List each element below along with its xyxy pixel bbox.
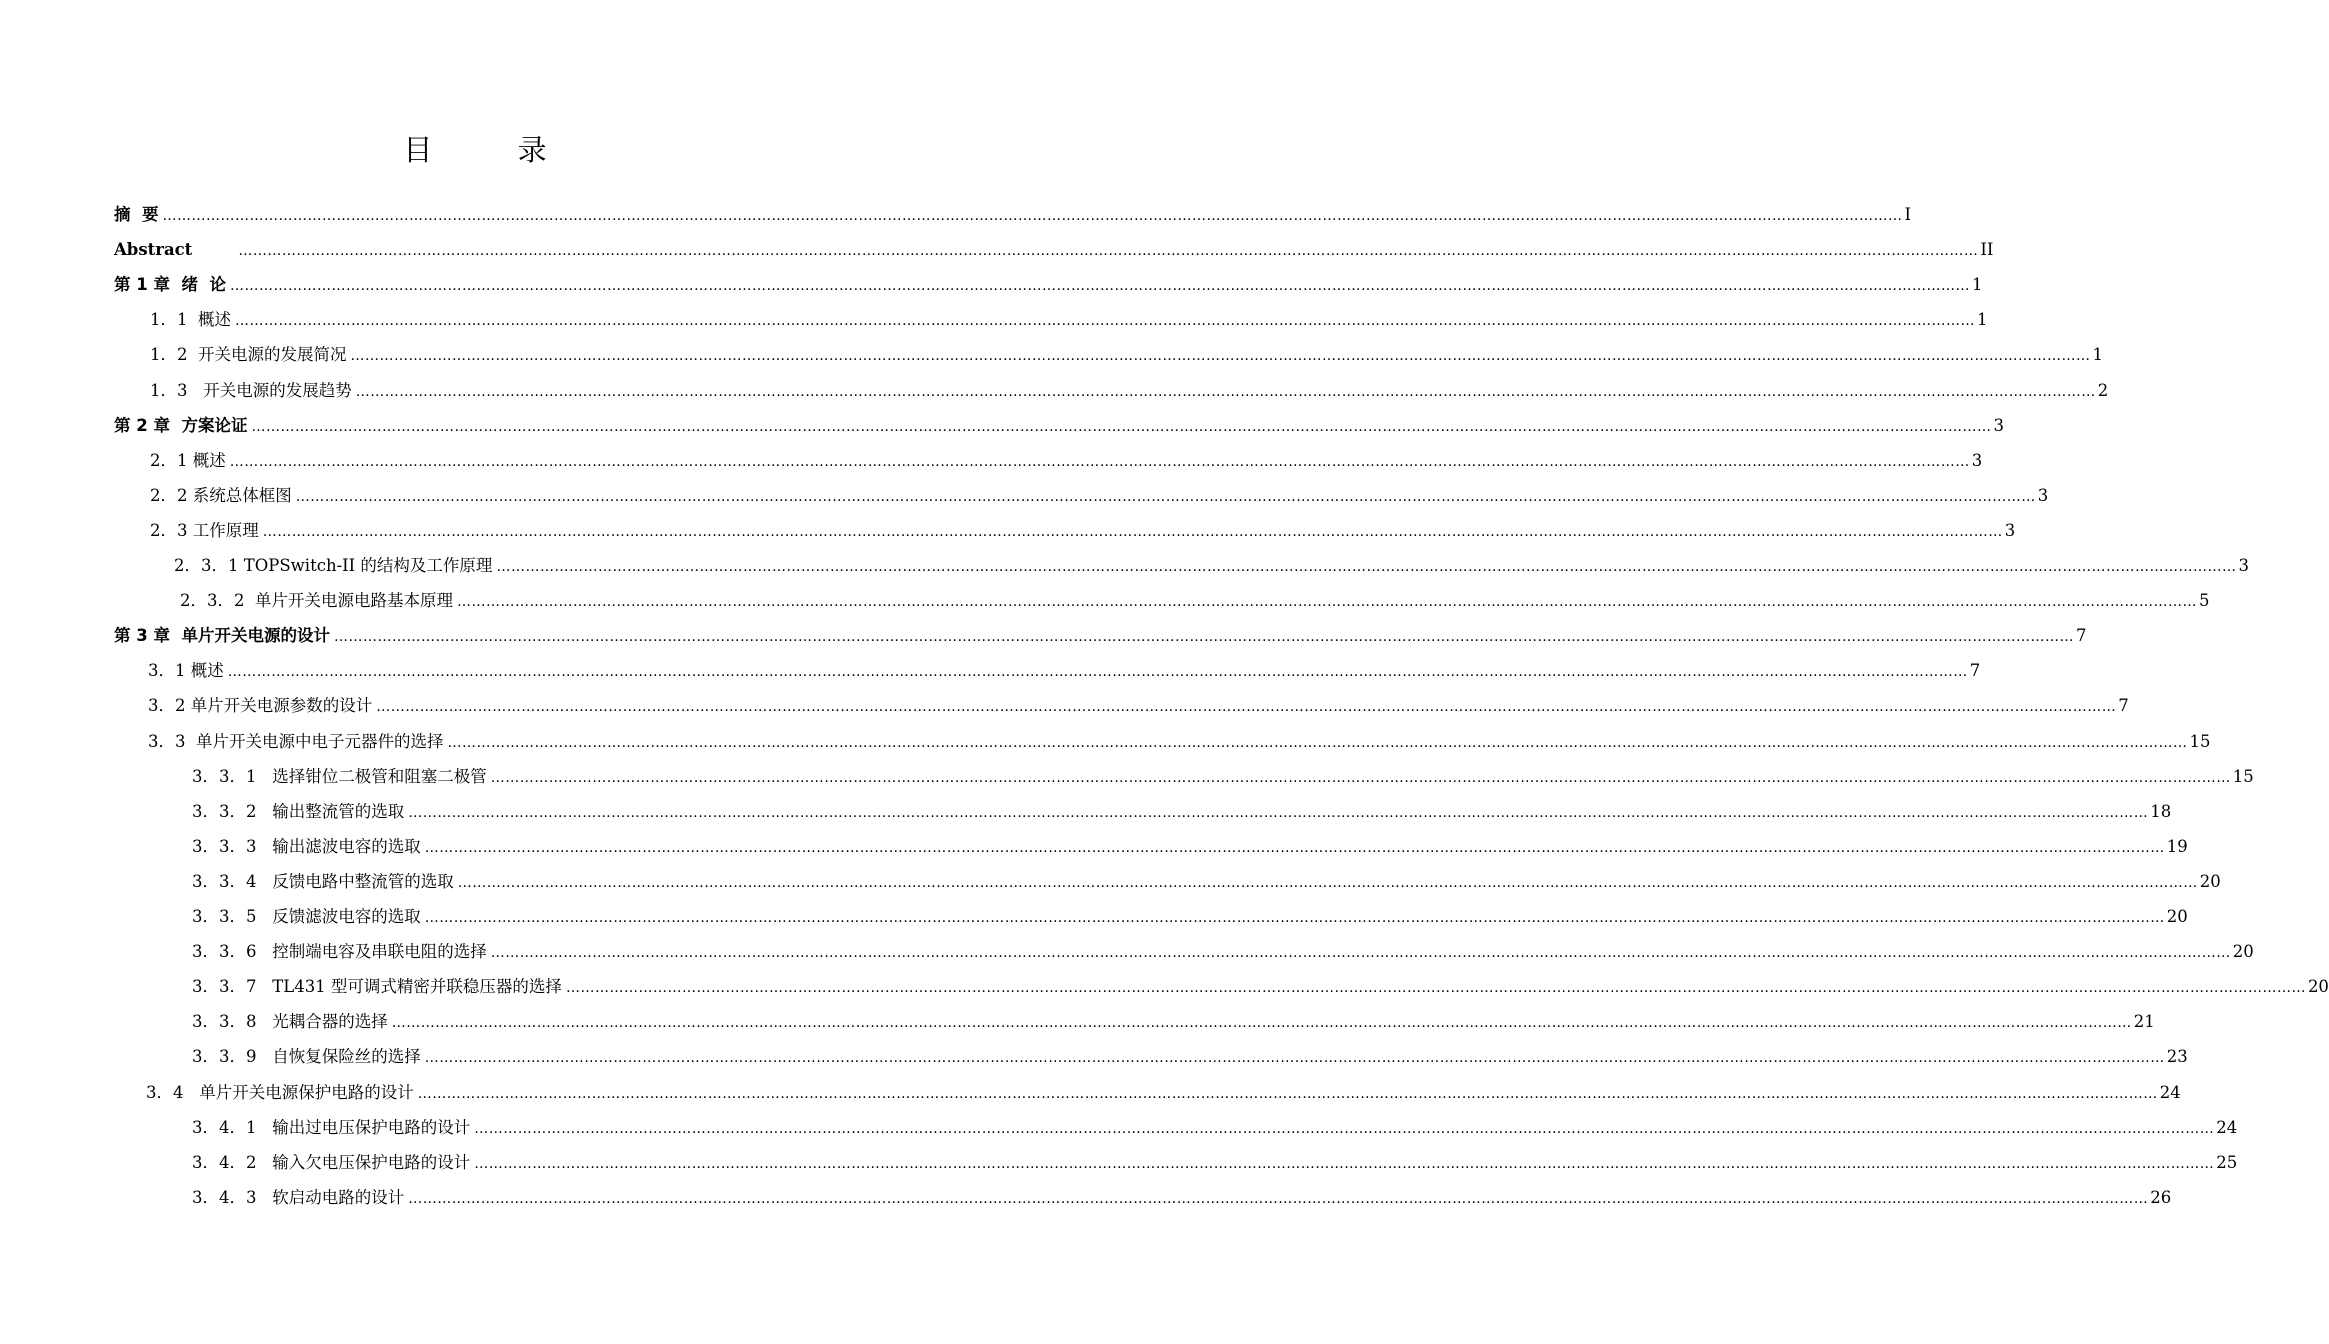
toc-entry-label: 3．3．1 选择钳位二极管和阻塞二极管 bbox=[192, 766, 487, 786]
toc-entry[interactable] bbox=[150, 376, 2109, 406]
toc-entry-label: 2．3．1 TOPSwitch-II 的结构及工作原理 bbox=[174, 556, 493, 575]
toc-entry[interactable] bbox=[150, 446, 1983, 476]
toc-entry[interactable] bbox=[192, 972, 2329, 1002]
toc-entry-label: 2．3．2 单片开关电源电路基本原理 bbox=[180, 591, 453, 611]
toc-entry-page: 3 bbox=[2004, 520, 2016, 540]
toc-entry-label: 第 1 章 绪 论 bbox=[114, 275, 226, 295]
toc-leader-dots: ……………………………………………………………………………………………………………………………………………………………………………………………………………………………………………………………………………………………………………………………… bbox=[490, 769, 2231, 786]
toc-entry-page: 20 bbox=[2307, 977, 2329, 997]
toc-leader-dots: ……………………………………………………………………………………………………………………………………………………………………………………………………………………………………………………………………………………………………………………………… bbox=[229, 453, 1970, 470]
toc-entry[interactable] bbox=[192, 1183, 2172, 1213]
toc-leader-dots: ……………………………………………………………………………………………………………………………………………………………………………………………………………………………………………………………………………………………………………………………… bbox=[229, 278, 1970, 295]
toc-entry-label: 3．4．3 软启动电路的设计 bbox=[192, 1187, 405, 1207]
toc-entry-page: 7 bbox=[2118, 696, 2129, 716]
toc-entry[interactable] bbox=[148, 691, 2129, 721]
toc-leader-dots: ……………………………………………………………………………………………………………………………………………………………………………………………………………………………………………………………………………………………………………………………… bbox=[408, 804, 2149, 821]
toc-leader-dots: ……………………………………………………………………………………………………………………………………………………………………………………………………………………………………………………………………………………………………………………………… bbox=[490, 945, 2231, 962]
toc-entry[interactable] bbox=[180, 586, 2210, 616]
toc-entry-page: 15 bbox=[2232, 766, 2254, 786]
toc-entry-label: 3．3 单片开关电源中电子元器件的选择 bbox=[148, 731, 444, 751]
toc-entry[interactable] bbox=[192, 1148, 2238, 1178]
toc-entry-label: 3．3．2 输出整流管的选取 bbox=[192, 801, 405, 821]
toc-entry[interactable] bbox=[192, 902, 2188, 932]
toc-entry-label: 3．3．6 控制端电容及串联电阻的选择 bbox=[192, 942, 487, 962]
toc-entry-label: 2．3 工作原理 bbox=[150, 520, 259, 540]
toc-entry-label: 3．3．4 反馈电路中整流管的选取 bbox=[192, 871, 454, 891]
toc-entry[interactable] bbox=[150, 481, 2049, 511]
toc-entry-page: II bbox=[1980, 240, 1994, 260]
toc-entry[interactable] bbox=[114, 621, 2087, 651]
toc-leader-dots: ……………………………………………………………………………………………………………………………………………………………………………………………………………………………………………………………………………………………………………………………… bbox=[295, 488, 2036, 505]
toc-entry-page: 24 bbox=[2216, 1117, 2238, 1137]
toc-entry[interactable] bbox=[150, 516, 2016, 546]
toc-entry-page: 24 bbox=[2159, 1082, 2181, 1102]
toc-entry-label: 3．3．8 光耦合器的选择 bbox=[192, 1012, 388, 1032]
toc-entry-label: 1．1 概述 bbox=[150, 310, 231, 330]
toc-entry-page: 20 bbox=[2232, 942, 2254, 962]
toc-entry-page: 2 bbox=[2097, 380, 2109, 400]
toc-leader-dots: ……………………………………………………………………………………………………………………………………………………………………………………………………………………………………………………………………………………………………………………………… bbox=[456, 594, 2197, 611]
toc-entry-label: 3．4．2 输入欠电压保护电路的设计 bbox=[192, 1152, 471, 1172]
toc-entry[interactable] bbox=[114, 411, 2004, 441]
toc-leader-dots: ……………………………………………………………………………………………………………………………………………………………………………………………………………………………………………………………………………………………………………………………… bbox=[457, 874, 2198, 891]
toc-entry[interactable] bbox=[114, 200, 1912, 230]
toc-entry-label: 3．4．1 输出过电压保护电路的设计 bbox=[192, 1117, 471, 1137]
toc-leader-dots: ……………………………………………………………………………………………………………………………………………………………………………………………………………………………………………………………………………………………………………………………… bbox=[391, 1015, 2132, 1032]
toc-entry-page: 20 bbox=[2166, 907, 2188, 926]
toc-entry[interactable] bbox=[192, 762, 2254, 792]
toc-entry-label: 3．1 概述 bbox=[148, 661, 224, 681]
toc-entry-page: 15 bbox=[2189, 731, 2211, 751]
toc-leader-dots: ……………………………………………………………………………………………………………………………………………………………………………………………………………………………………………………………………………………………………………………………… bbox=[496, 559, 2237, 575]
toc-entry-page: 1 bbox=[1977, 310, 1988, 330]
toc-entry-page: 7 bbox=[1969, 661, 1981, 681]
toc-entry[interactable] bbox=[148, 727, 2211, 757]
toc-entry-page: 3 bbox=[1993, 415, 2004, 435]
toc-leader-dots: ……………………………………………………………………………………………………………………………………………………………………………………………………………………………………………………………………………………………………………………………… bbox=[235, 313, 1975, 330]
toc-entry-label: 1．3 开关电源的发展趋势 bbox=[150, 380, 352, 400]
toc-leader-dots: ……………………………………………………………………………………………………………………………………………………………………………………………………………………………………………………………………………………………………………………………… bbox=[355, 383, 2096, 400]
page-title: 目 录 bbox=[403, 133, 585, 167]
toc-leader-dots: ……………………………………………………………………………………………………………………………………………………………………………………………………………………………………………………………………………………………………………………………… bbox=[376, 699, 2117, 716]
toc-entry[interactable] bbox=[192, 1007, 2155, 1037]
toc-entry-label: 2．1 概述 bbox=[150, 450, 226, 470]
toc-entry-label: 3．3．5 反馈滤波电容的选取 bbox=[192, 907, 421, 926]
toc-entry-page: 26 bbox=[2150, 1187, 2172, 1207]
toc-entry-label: 第 3 章 单片开关电源的设计 bbox=[114, 626, 330, 646]
toc-entry[interactable] bbox=[146, 1078, 2181, 1108]
toc-leader-dots: ……………………………………………………………………………………………………………………………………………………………………………………………………………………………………………………………………………………………………………………………… bbox=[262, 523, 2003, 540]
toc-entry-label: 3．3．7 TL431 型可调式精密并联稳压器的选择 bbox=[192, 977, 562, 997]
toc-leader-dots: ……………………………………………………………………………………………………………………………………………………………………………………………………………………………………………………………………………………………………………………………… bbox=[424, 910, 2165, 926]
toc-leader-dots: ……………………………………………………………………………………………………………………………………………………………………………………………………………………………………………………………………………………………………………………………… bbox=[238, 243, 1979, 260]
toc-entry[interactable] bbox=[174, 551, 2249, 581]
toc-entry-page: 3 bbox=[1971, 450, 1983, 470]
toc-entry-page: 1 bbox=[2092, 345, 2103, 365]
toc-leader-dots: ……………………………………………………………………………………………………………………………………………………………………………………………………………………………………………………………………………………………………………………………… bbox=[565, 980, 2306, 997]
toc-entry-label: 3．4 单片开关电源保护电路的设计 bbox=[146, 1082, 414, 1102]
toc-entry-label: 3．2 单片开关电源参数的设计 bbox=[148, 696, 373, 716]
toc-entry-page: 20 bbox=[2199, 871, 2221, 891]
toc-entry[interactable] bbox=[150, 340, 2103, 370]
toc-entry-label: 3．3．3 输出滤波电容的选取 bbox=[192, 836, 421, 856]
toc-entry-label: 1．2 开关电源的发展简况 bbox=[150, 345, 347, 365]
toc-leader-dots: ……………………………………………………………………………………………………………………………………………………………………………………………………………………………………………………………………………………………………………………………… bbox=[474, 1120, 2215, 1137]
toc-entry-label: 第 2 章 方案论证 bbox=[114, 415, 248, 435]
toc-entry-page: 21 bbox=[2133, 1012, 2155, 1032]
toc-entry-page: 3 bbox=[2037, 485, 2049, 505]
toc-entry-page: I bbox=[1904, 205, 1912, 224]
toc-entry[interactable] bbox=[192, 937, 2254, 967]
toc-entry[interactable] bbox=[114, 235, 1994, 265]
toc-entry-page: 19 bbox=[2166, 836, 2188, 856]
toc-entry[interactable] bbox=[192, 867, 2221, 897]
toc-entry-label: 3．3．9 自恢复保险丝的选择 bbox=[192, 1047, 421, 1067]
toc-entry[interactable] bbox=[192, 797, 2172, 827]
toc-entry-page: 3 bbox=[2238, 556, 2249, 575]
toc-entry[interactable] bbox=[150, 305, 1988, 335]
toc-entry-page: 18 bbox=[2150, 801, 2172, 821]
toc-entry-page: 25 bbox=[2216, 1152, 2238, 1172]
toc-entry[interactable] bbox=[148, 656, 1981, 686]
toc-leader-dots: ……………………………………………………………………………………………………………………………………………………………………………………………………………………………………………………………………………………………………………………………… bbox=[417, 1085, 2158, 1102]
toc-leader-dots: ……………………………………………………………………………………………………………………………………………………………………………………………………………………………………………………………………………………………………………………………… bbox=[251, 418, 1992, 435]
toc-entry-page: 5 bbox=[2198, 591, 2210, 611]
toc-leader-dots: ……………………………………………………………………………………………………………………………………………………………………………………………………………………………………………………………………………………………………………………………… bbox=[227, 664, 1968, 681]
toc-leader-dots: ……………………………………………………………………………………………………………………………………………………………………………………………………………………………………………………………………………………………………………………………… bbox=[350, 348, 2091, 365]
toc-leader-dots: ……………………………………………………………………………………………………………………………………………………………………………………………………………………………………………………………………………………………………………………………… bbox=[474, 1155, 2215, 1172]
toc-entry-page: 7 bbox=[2075, 626, 2087, 646]
toc-entry[interactable] bbox=[192, 1042, 2188, 1072]
toc-leader-dots: ……………………………………………………………………………………………………………………………………………………………………………………………………………………………………………………………………………………………………………………………… bbox=[424, 1050, 2165, 1067]
toc-entry[interactable] bbox=[192, 832, 2188, 862]
toc-leader-dots: ……………………………………………………………………………………………………………………………………………………………………………………………………………………………………………………………………………………………………………………………… bbox=[162, 208, 1903, 224]
toc-entry-label: 摘 要 bbox=[114, 205, 159, 224]
toc-entry[interactable] bbox=[114, 270, 1983, 300]
toc-leader-dots: ……………………………………………………………………………………………………………………………………………………………………………………………………………………………………………………………………………………………………………………………… bbox=[408, 1190, 2149, 1207]
toc-leader-dots: ……………………………………………………………………………………………………………………………………………………………………………………………………………………………………………………………………………………………………………………………… bbox=[333, 629, 2074, 646]
toc-entry[interactable] bbox=[192, 1113, 2238, 1143]
toc-entry-label: 2．2 系统总体框图 bbox=[150, 485, 292, 505]
toc-entry-label: Abstract bbox=[114, 240, 193, 260]
toc-entry-page: 23 bbox=[2166, 1047, 2188, 1067]
toc-leader-dots: ……………………………………………………………………………………………………………………………………………………………………………………………………………………………………………………………………………………………………………………………… bbox=[447, 734, 2188, 751]
toc-entry-page: 1 bbox=[1971, 275, 1983, 295]
toc-leader-dots: ……………………………………………………………………………………………………………………………………………………………………………………………………………………………………………………………………………………………………………………………… bbox=[424, 839, 2165, 856]
